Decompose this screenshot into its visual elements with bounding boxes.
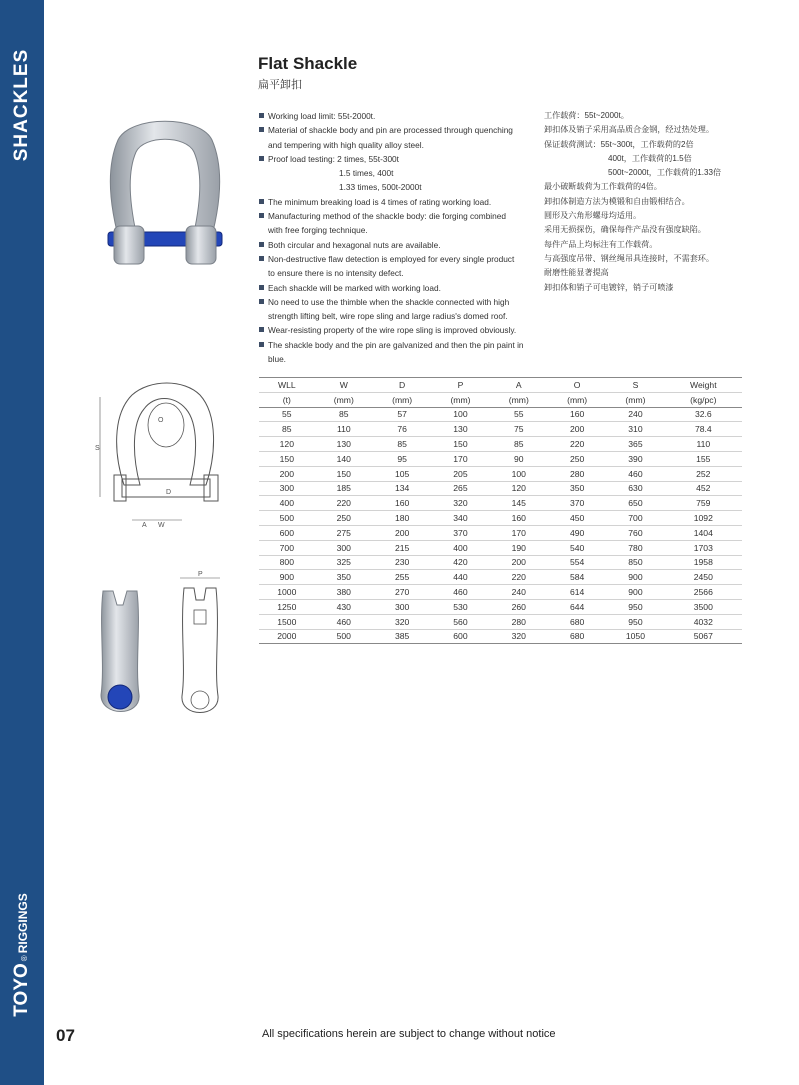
table-cell: 452	[665, 481, 742, 496]
brand-name: TOYO	[11, 963, 32, 1017]
table-cell: 370	[548, 496, 606, 511]
table-cell: 55	[490, 407, 548, 422]
table-cell: 380	[315, 585, 373, 600]
table-cell: 240	[490, 585, 548, 600]
table-cell: 320	[431, 496, 489, 511]
table-cell: (mm)	[315, 392, 373, 407]
table-cell: S	[606, 378, 664, 393]
table-cell: 200	[548, 422, 606, 437]
shackle-photo	[100, 110, 230, 275]
table-cell: 170	[490, 525, 548, 540]
shackle-dimension-drawing	[92, 375, 232, 535]
table-cell: 5067	[665, 629, 742, 644]
feature-zh-line: 保证载荷测试：55t~300t，工作载荷的2倍	[544, 139, 694, 149]
label-a: A	[142, 522, 147, 529]
table-cell: 280	[548, 466, 606, 481]
table-cell: 760	[606, 525, 664, 540]
table-cell: 450	[548, 511, 606, 526]
table-row	[259, 614, 742, 629]
feature-zh-line: 与高强度吊带、钢丝绳吊具连接时，不需套环。	[544, 253, 714, 263]
table-row	[259, 585, 742, 600]
table-cell: 32.6	[665, 407, 742, 422]
table-cell: 300	[373, 599, 431, 614]
table-cell: 1000	[259, 585, 315, 600]
table-cell: 260	[490, 599, 548, 614]
feature-zh-line: 卸扣体制造方法为模锻和自由锻相结合。	[544, 196, 690, 206]
table-cell: 420	[431, 555, 489, 570]
table-cell: 320	[490, 629, 548, 644]
feature-item: Proof load testing: 2 times, 55t-300t	[259, 152, 534, 166]
table-cell: 140	[315, 451, 373, 466]
table-cell: 325	[315, 555, 373, 570]
table-cell: 150	[431, 437, 489, 452]
feature-item: Manufacturing method of the shackle body: die forging combined	[259, 209, 534, 223]
table-cell: 145	[490, 496, 548, 511]
table-cell: 185	[315, 481, 373, 496]
table-cell: 1092	[665, 511, 742, 526]
table-cell: 155	[665, 451, 742, 466]
table-cell: (mm)	[606, 392, 664, 407]
table-cell: 2000	[259, 629, 315, 644]
table-cell: 250	[548, 451, 606, 466]
table-cell: 255	[373, 570, 431, 585]
table-cell: 180	[373, 511, 431, 526]
section-title: SHACKLES	[11, 48, 32, 162]
table-cell: 100	[431, 407, 489, 422]
brand-suffix: RIGGINGS	[16, 893, 30, 954]
feature-item-continued: strength lifting belt, wire rope sling and large radius's domed roof.	[268, 311, 508, 322]
table-cell: (mm)	[373, 392, 431, 407]
table-cell: A	[490, 378, 548, 393]
table-cell: 85	[259, 422, 315, 437]
table-cell: P	[431, 378, 489, 393]
table-cell: 230	[373, 555, 431, 570]
table-row	[259, 629, 742, 644]
table-cell: 390	[606, 451, 664, 466]
table-cell: 1250	[259, 599, 315, 614]
feature-zh-line: 400t，工作载荷的1.5倍	[608, 153, 692, 163]
table-cell: 1703	[665, 540, 742, 555]
table-cell: W	[315, 378, 373, 393]
table-cell: 644	[548, 599, 606, 614]
table-cell: (t)	[259, 392, 315, 407]
pin-dimension-drawing	[170, 568, 230, 728]
table-cell: 160	[490, 511, 548, 526]
page-number: 07	[56, 1026, 75, 1045]
table-cell: 1500	[259, 614, 315, 629]
table-cell: 950	[606, 599, 664, 614]
feature-zh-line: 工作载荷：55t~2000t。	[544, 111, 629, 120]
page-subtitle-zh: 扁平卸扣	[258, 79, 302, 91]
table-cell: 1958	[665, 555, 742, 570]
table-cell: 95	[373, 451, 431, 466]
feature-zh-line: 卸扣体及销子采用高品质合金钢，经过热处理。	[544, 125, 714, 135]
table-cell: 300	[259, 481, 315, 496]
table-cell: 584	[548, 570, 606, 585]
table-cell: 205	[431, 466, 489, 481]
table-cell: 270	[373, 585, 431, 600]
table-cell: 2566	[665, 585, 742, 600]
table-row	[259, 466, 742, 481]
feature-item-continued: to ensure there is no intensity defect.	[268, 268, 404, 279]
table-cell: 120	[490, 481, 548, 496]
table-cell: 110	[315, 422, 373, 437]
feature-zh-line: 最小破断载荷为工作载荷的4倍。	[544, 182, 662, 192]
table-cell: 76	[373, 422, 431, 437]
table-cell: 100	[490, 466, 548, 481]
table-cell: 240	[606, 407, 664, 422]
table-cell: 2450	[665, 570, 742, 585]
table-cell: 365	[606, 437, 664, 452]
table-cell: (kg/pc)	[665, 392, 742, 407]
label-d: D	[166, 489, 172, 496]
table-cell: 1404	[665, 525, 742, 540]
table-cell: 370	[431, 525, 489, 540]
table-cell: 800	[259, 555, 315, 570]
table-cell: D	[373, 378, 431, 393]
pin-photo	[95, 585, 145, 725]
table-cell: 130	[315, 437, 373, 452]
table-cell: 350	[315, 570, 373, 585]
table-cell: 850	[606, 555, 664, 570]
feature-item: The minimum breaking load is 4 times of rating working load.	[259, 195, 534, 209]
feature-item: Both circular and hexagonal nuts are available.	[259, 238, 534, 252]
brand-registered-mark: ®	[20, 955, 29, 962]
table-cell: 275	[315, 525, 373, 540]
table-cell: 700	[606, 511, 664, 526]
table-cell: 490	[548, 525, 606, 540]
table-cell: 530	[431, 599, 489, 614]
table-cell: 400	[431, 540, 489, 555]
section-title-vertical	[2, 30, 42, 180]
table-cell: 215	[373, 540, 431, 555]
table-cell: 900	[606, 585, 664, 600]
table-cell: 150	[315, 466, 373, 481]
table-cell: 460	[431, 585, 489, 600]
table-cell: (mm)	[548, 392, 606, 407]
table-row	[259, 570, 742, 585]
table-cell: 1050	[606, 629, 664, 644]
table-cell: 900	[259, 570, 315, 585]
table-cell: 78.4	[665, 422, 742, 437]
table-cell: 252	[665, 466, 742, 481]
table-cell: 160	[373, 496, 431, 511]
table-cell: 105	[373, 466, 431, 481]
table-cell: 680	[548, 614, 606, 629]
table-cell: 200	[373, 525, 431, 540]
table-cell: 900	[606, 570, 664, 585]
table-cell: 75	[490, 422, 548, 437]
table-row	[259, 555, 742, 570]
feature-item-continued: blue.	[268, 354, 286, 365]
table-cell: 614	[548, 585, 606, 600]
table-cell: 280	[490, 614, 548, 629]
feature-item: Material of shackle body and pin are processed through quenching	[259, 123, 534, 137]
table-cell: 300	[315, 540, 373, 555]
table-cell: O	[548, 378, 606, 393]
table-cell: 460	[315, 614, 373, 629]
table-row	[259, 496, 742, 511]
feature-zh-line: 圆形及六角形螺母均适用。	[544, 211, 642, 221]
table-row	[259, 599, 742, 614]
table-cell: 55	[259, 407, 315, 422]
table-cell: 220	[490, 570, 548, 585]
table-cell: 385	[373, 629, 431, 644]
table-cell: 85	[490, 437, 548, 452]
feature-zh-line: 耐磨性能显著提高	[544, 268, 609, 278]
feature-item: Each shackle will be marked with working load.	[259, 281, 534, 295]
table-cell: 170	[431, 451, 489, 466]
table-row	[259, 422, 742, 437]
table-cell: 265	[431, 481, 489, 496]
table-cell: 85	[315, 407, 373, 422]
feature-zh-line: 每件产品上均标注有工作载荷。	[544, 239, 658, 249]
label-p: P	[198, 571, 203, 578]
table-cell: 460	[606, 466, 664, 481]
table-cell: 250	[315, 511, 373, 526]
table-row	[259, 407, 742, 422]
label-s: S	[95, 445, 100, 452]
table-cell: 120	[259, 437, 315, 452]
table-cell: 320	[373, 614, 431, 629]
brand-logo-vertical	[2, 880, 42, 1030]
table-cell: Weight	[665, 378, 742, 393]
label-o: O	[158, 417, 164, 424]
table-header-row	[259, 378, 742, 393]
table-cell: 630	[606, 481, 664, 496]
feature-item-continued: with free forging technique.	[268, 225, 368, 236]
table-cell: 500	[315, 629, 373, 644]
table-row	[259, 540, 742, 555]
table-cell: 759	[665, 496, 742, 511]
feature-item-continued: and tempering with high quality alloy steel.	[268, 139, 424, 150]
feature-zh-line: 500t~2000t，工作载荷的1.33倍	[608, 168, 722, 178]
feature-item: No need to use the thimble when the shackle connected with high	[259, 295, 534, 309]
table-cell: 430	[315, 599, 373, 614]
table-cell: 134	[373, 481, 431, 496]
feature-item: The shackle body and the pin are galvanized and then the pin paint in	[259, 338, 534, 352]
table-cell: 560	[431, 614, 489, 629]
table-cell: 540	[548, 540, 606, 555]
table-cell: 90	[490, 451, 548, 466]
feature-item-continued: 1.5 times, 400t	[339, 168, 394, 179]
table-cell: 500	[259, 511, 315, 526]
table-cell: 440	[431, 570, 489, 585]
table-row	[259, 481, 742, 496]
features-zh-list	[544, 109, 744, 295]
feature-item: Working load limit: 55t-2000t.	[259, 109, 534, 123]
table-cell: 150	[259, 451, 315, 466]
table-row	[259, 451, 742, 466]
features-en-list	[259, 109, 534, 366]
spec-table	[259, 377, 742, 644]
table-cell: 220	[315, 496, 373, 511]
table-cell: 780	[606, 540, 664, 555]
sidebar-band	[0, 0, 44, 1085]
table-cell: WLL	[259, 378, 315, 393]
table-cell: 190	[490, 540, 548, 555]
table-cell: 160	[548, 407, 606, 422]
table-cell: (mm)	[490, 392, 548, 407]
table-cell: 130	[431, 422, 489, 437]
footer-disclaimer: All specifications herein are subject to change without notice	[262, 1028, 556, 1040]
table-cell: 220	[548, 437, 606, 452]
feature-zh-line: 卸扣体和销子可电镀锌，销子可喷漆	[544, 282, 674, 292]
table-cell: 200	[259, 466, 315, 481]
table-cell: 110	[665, 437, 742, 452]
table-cell: (mm)	[431, 392, 489, 407]
page-title: Flat Shackle	[258, 54, 358, 73]
table-cell: 85	[373, 437, 431, 452]
table-cell: 680	[548, 629, 606, 644]
table-cell: 3500	[665, 599, 742, 614]
table-cell: 400	[259, 496, 315, 511]
table-row	[259, 525, 742, 540]
table-cell: 554	[548, 555, 606, 570]
table-cell: 350	[548, 481, 606, 496]
table-cell: 340	[431, 511, 489, 526]
table-cell: 600	[431, 629, 489, 644]
feature-item-continued: 1.33 times, 500t-2000t	[339, 182, 422, 193]
table-cell: 700	[259, 540, 315, 555]
table-cell: 950	[606, 614, 664, 629]
table-cell: 650	[606, 496, 664, 511]
table-cell: 4032	[665, 614, 742, 629]
feature-zh-line: 采用无损探伤，确保每件产品没有强度缺陷。	[544, 225, 706, 235]
table-cell: 57	[373, 407, 431, 422]
table-unit-row	[259, 392, 742, 407]
feature-item: Non-destructive flaw detection is employed for every single product	[259, 252, 534, 266]
label-w: W	[158, 522, 165, 529]
table-cell: 310	[606, 422, 664, 437]
table-row	[259, 511, 742, 526]
table-cell: 200	[490, 555, 548, 570]
feature-item: Wear-resisting property of the wire rope sling is improved obviously.	[259, 323, 534, 337]
table-cell: 600	[259, 525, 315, 540]
table-row	[259, 437, 742, 452]
